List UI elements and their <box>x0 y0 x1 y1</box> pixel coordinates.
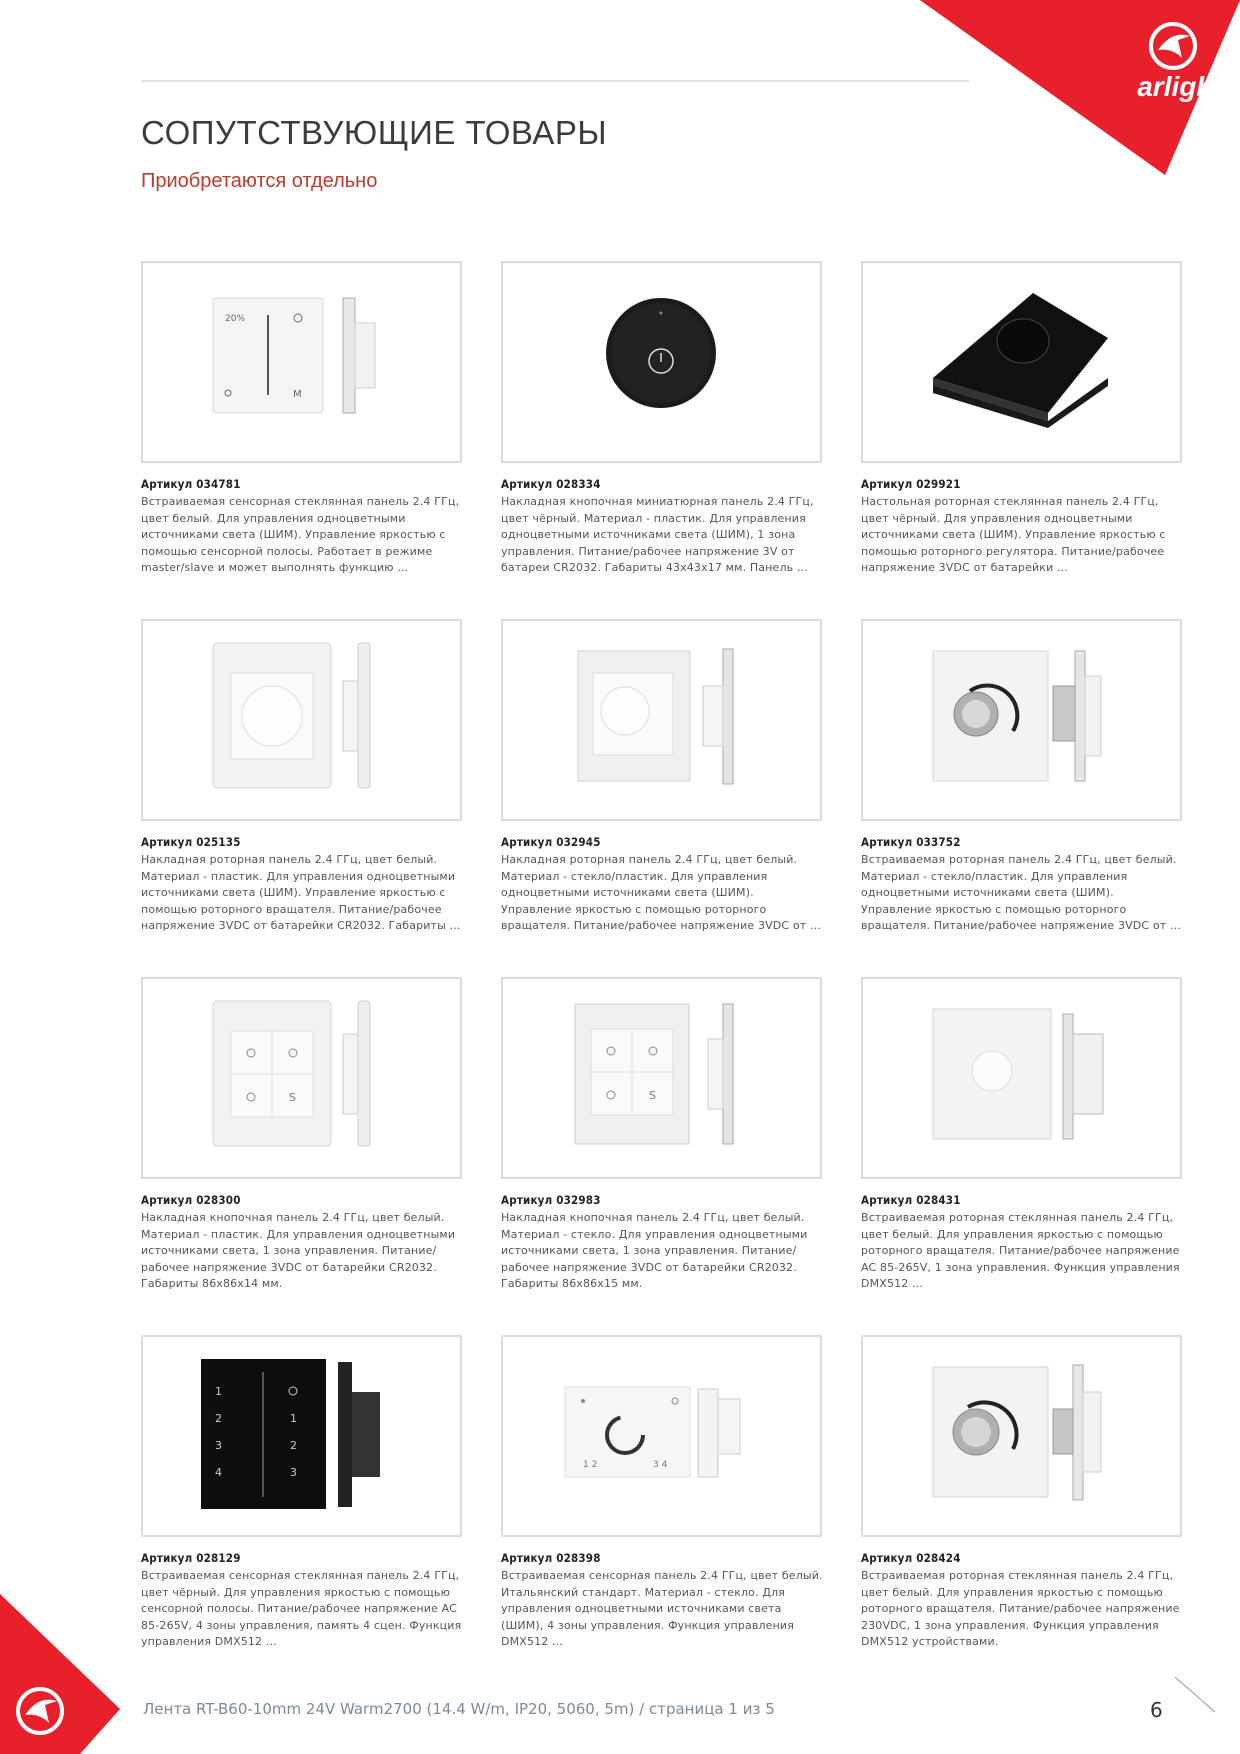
product-card <box>501 1335 822 1651</box>
svg-text:M: M <box>293 389 302 400</box>
product-image-icon <box>503 1337 820 1535</box>
svg-text:20%: 20% <box>225 314 246 324</box>
product-article: Артикул 034781 <box>141 477 241 491</box>
product-image <box>501 261 822 463</box>
product-image <box>501 1335 822 1537</box>
svg-text:S: S <box>289 1091 296 1104</box>
product-card <box>501 261 822 577</box>
svg-text:4: 4 <box>215 1466 222 1479</box>
svg-text:3: 3 <box>215 1439 222 1452</box>
product-article: Артикул 028129 <box>141 1551 241 1565</box>
svg-text:2: 2 <box>290 1439 297 1452</box>
svg-text:3: 3 <box>290 1466 297 1479</box>
product-article: Артикул 025135 <box>141 835 241 849</box>
product-card <box>861 261 1182 577</box>
product-article: Артикул 028398 <box>501 1551 601 1565</box>
product-article: Артикул 032945 <box>501 835 601 849</box>
footer-slash <box>1170 1672 1220 1722</box>
product-image-icon <box>863 1337 1180 1535</box>
svg-text:3 4: 3 4 <box>653 1460 668 1470</box>
product-description: Встраиваемая сенсорная панель 2.4 ГГц, цвет белый. Итальянский стандарт. Материал - стекло. Для управления одноцветными источниками света (ШИМ), 4 зоны управления. Функция управления DMX512 ... <box>501 1569 823 1649</box>
product-description: Накладная кнопочная миниатюрная панель 2.4 ГГц, цвет чёрный. Материал - пластик. Для управления одноцветными источниками света (ШИМ), 1 зона управления. Питание/рабочее напряжение 3V от батареи CR2032. Габариты 43x43x17 мм. Панель ... <box>501 495 814 575</box>
product-article: Артикул 032983 <box>501 1193 601 1207</box>
page-number: 6 <box>1150 1698 1163 1722</box>
product-article: Артикул 028334 <box>501 477 601 491</box>
product-description: Встраиваемая роторная панель 2.4 ГГц, цвет белый. Материал - стекло/пластик. Для управления одноцветными источниками света (ШИМ). Управление яркостью с помощью роторного вращателя. Питание/рабочее напряжение 3VDC от ... <box>861 853 1181 933</box>
product-description: Встраиваемая роторная стеклянная панель 2.4 ГГц, цвет белый. Для управления яркостью с помощью роторного вращателя. Питание/рабочее напряжение 230VDC, 1 зона управления. Функция управления DMX512 устройствами. <box>861 1569 1180 1649</box>
product-description: Встраиваемая сенсорная стеклянная панель 2.4 ГГц, цвет чёрный. Для управления яркостью с помощью сенсорной полосы. Питание/рабочее напряжение AC 85-265V, 4 зоны управления, память 4 сцен. Функция управления DMX512 ... <box>141 1569 462 1649</box>
product-description: Накладная роторная панель 2.4 ГГц, цвет белый. Материал - стекло/пластик. Для управления одноцветными источниками света (ШИМ). Управление яркостью с помощью роторного вращателя. Питание/рабочее напряжение 3VDC от ... <box>501 853 821 933</box>
product-description: Накладная кнопочная панель 2.4 ГГц, цвет белый. Материал - пластик. Для управления одноцветными источниками света, 1 зона управления. Питание/рабочее напряжение 3VDC от батарейки CR2032. Габариты 86x86x14 мм. <box>141 1211 456 1291</box>
footer-text: Лента RT-B60-10mm 24V Warm2700 (14.4 W/m, IP20, 5060, 5m) / страница 1 из 5 <box>143 1700 775 1718</box>
product-image-icon <box>143 621 460 819</box>
product-card <box>861 977 1182 1293</box>
page-title: СОПУТСТВУЮЩИЕ ТОВАРЫ <box>141 114 608 151</box>
product-image <box>141 977 462 1179</box>
product-image-icon <box>863 979 1180 1177</box>
svg-text:1 2: 1 2 <box>583 1460 598 1470</box>
product-card <box>861 1335 1182 1651</box>
product-description: Накладная роторная панель 2.4 ГГц, цвет белый. Материал - пластик. Для управления одноцветными источниками света (ШИМ). Управление яркостью с помощью роторного вращателя. Питание/рабочее напряжение 3VDC от батарейки CR2032. Габариты ... <box>141 853 461 933</box>
product-image-icon <box>503 621 820 819</box>
svg-text:S: S <box>649 1089 656 1102</box>
svg-text:2: 2 <box>215 1412 222 1425</box>
product-image <box>861 261 1182 463</box>
product-image-icon <box>143 979 460 1177</box>
product-image <box>141 1335 462 1537</box>
product-image <box>861 619 1182 821</box>
product-card <box>861 619 1182 935</box>
product-description: Встраиваемая роторная стеклянная панель 2.4 ГГц, цвет белый. Для управления яркостью с помощью роторного вращателя. Питание/рабочее напряжение AC 85-265V, 1 зона управления. Функция управления DMX512 ... <box>861 1211 1180 1291</box>
product-card <box>501 619 822 935</box>
product-article: Артикул 028431 <box>861 1193 961 1207</box>
product-article: Артикул 028300 <box>141 1193 241 1207</box>
product-image-icon <box>503 979 820 1177</box>
product-card <box>141 261 462 577</box>
brand-corner-top-right <box>920 0 1240 175</box>
product-image <box>501 619 822 821</box>
svg-text:1: 1 <box>215 1385 222 1398</box>
page-subtitle: Приобретаются отдельно <box>141 170 378 192</box>
product-image <box>861 977 1182 1179</box>
top-divider <box>141 80 969 82</box>
product-description: Накладная кнопочная панель 2.4 ГГц, цвет белый. Материал - стекло. Для управления одноцветными источниками света, 1 зона управления. Питание/рабочее напряжение 3VDC от батарейки CR2032. Габариты 86x86x15 мм. <box>501 1211 808 1291</box>
product-card <box>141 619 462 935</box>
product-image-icon <box>863 621 1180 819</box>
product-card <box>141 1335 462 1651</box>
product-image <box>501 977 822 1179</box>
product-description: Встраиваемая сенсорная стеклянная панель 2.4 ГГц, цвет белый. Для управления одноцветными источниками света (ШИМ). Управление яркостью с помощью сенсорной полосы. Работает в режиме master/slave и может выполнять функцию ... <box>141 495 460 575</box>
product-article: Артикул 029921 <box>861 477 961 491</box>
product-image-icon <box>863 263 1180 461</box>
product-image-icon <box>503 263 820 461</box>
product-image <box>861 1335 1182 1537</box>
product-card <box>141 977 462 1293</box>
product-article: Артикул 028424 <box>861 1551 961 1565</box>
product-image-icon <box>143 263 460 461</box>
product-image <box>141 261 462 463</box>
svg-text:1: 1 <box>290 1412 297 1425</box>
product-card <box>501 977 822 1293</box>
brand-name: arlight <box>1137 71 1223 102</box>
product-article: Артикул 033752 <box>861 835 961 849</box>
product-description: Настольная роторная стеклянная панель 2.4 ГГц, цвет чёрный. Для управления одноцветными источниками света (ШИМ). Управление яркостью с помощью роторного регулятора. Питание/рабочее напряжение 3VDC от батарейки ... <box>861 495 1166 575</box>
brand-corner-bottom-left <box>0 1594 120 1754</box>
product-image <box>141 619 462 821</box>
product-image-icon <box>143 1337 460 1535</box>
